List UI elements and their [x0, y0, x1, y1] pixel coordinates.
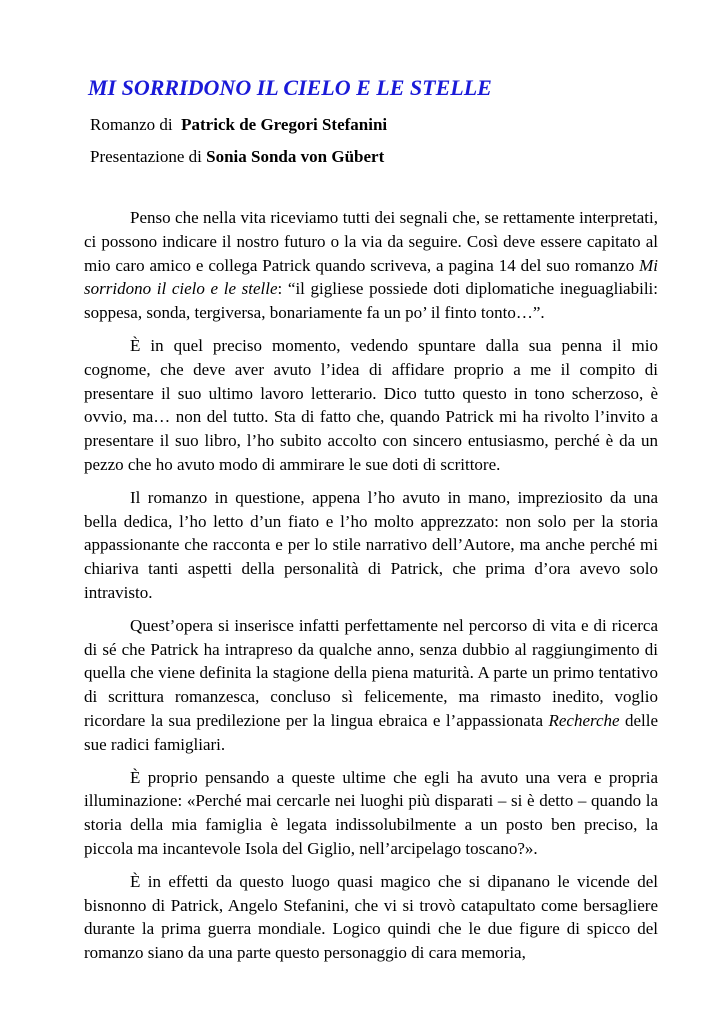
paragraph-text: Penso che nella vita riceviamo tutti dei segnali che, se rettamente interpretati, ci possono indicare il nostro futuro o la via da seguire. Così deve essere capitato al mio caro amico e collega Patrick quando scriveva, a pagina 14 del suo romanzo — [84, 208, 658, 275]
paragraph-text: delle sue radici famigliari. — [84, 710, 659, 754]
book-title-italic: Mi sorridono il cielo e le stelle — [84, 255, 658, 299]
recherche-italic: Recherche — [548, 710, 620, 730]
paragraph — [84, 486, 658, 605]
paragraph — [84, 206, 658, 325]
body-text — [84, 206, 658, 974]
paragraph-text: È in quel preciso momento, vedendo spuntare dalla sua penna il mio cognome, che deve aver avuto l’idea di affidare proprio a me il compito di presentare il suo ultimo lavoro letterario. Dico tutto questo in tono scherzoso, è ovvio, ma… non del tutto. Sta di fatto che, quando Patrick mi ha rivolto l’invito a presentare il suo libro, l’ho subito accolto con sincero entusiasmo, perché è da un pezzo che ho avuto modo di ammirare le sue doti di scrittore. — [84, 335, 658, 474]
author-name: Patrick de Gregori Stefanini — [181, 115, 388, 134]
presenter-name: Sonia Sonda von Gübert — [206, 147, 385, 166]
paragraph — [84, 614, 658, 757]
presenter-line — [90, 146, 384, 168]
paragraph — [84, 334, 658, 477]
paragraph — [84, 766, 658, 861]
paragraph-text: Il romanzo in questione, appena l’ho avuto in mano, impreziosito da una bella dedica, l’ho letto d’un fiato e l’ho molto apprezzato: non solo per la storia appassionante che racconta e per lo stile narrativo dell’Autore, ma anche perché mi chiariva tanti aspetti della personalità di Patrick, che prima d’ora avevo solo intravisto. — [84, 487, 658, 602]
paragraph — [84, 870, 658, 965]
paragraph-text: È proprio pensando a queste ultime che egli ha avuto una vera e propria illuminazione: «Perché mai cercarle nei luoghi più disparati – si è detto – quando la storia della mia famiglia è legata indissolubilmente a un posto ben preciso, la piccola ma incantevole Isola del Giglio, nell’arcipelago toscano?». — [84, 767, 658, 858]
paragraph-text: Quest’opera si inserisce infatti perfettamente nel percorso di vita e di ricerca di sé che Patrick ha intrapreso da qualche anno, senza dubbio al raggiungimento di quella che viene definita la stagione della piena maturità. A parte un primo tentativo di scrittura romanzesca, concluso sì felicemente, ma rimasto inedito, voglio ricordare la sua predilezione per la lingua ebraica e l’appassionata — [84, 615, 658, 730]
paragraph-text: : “il gigliese possiede doti diplomatiche ineguagliabili: soppesa, sonda, tergiversa, bonariamente fa un po’ il finto tonto…”. — [84, 279, 658, 323]
presenter-label: Presentazione di — [90, 147, 202, 166]
author-line — [90, 114, 387, 136]
paragraph-text: È in effetti da questo luogo quasi magico che si dipanano le vicende del bisnonno di Patrick, Angelo Stefanini, che vi si trovò catapultato come bersagliere durante la prima guerra mondiale. Logico quindi che le due figure di spicco del romanzo siano da una parte questo personaggio di cara memoria, — [84, 871, 658, 963]
author-label: Romanzo di — [90, 115, 173, 134]
document-title: MI SORRIDONO IL CIELO E LE STELLE — [88, 75, 492, 100]
